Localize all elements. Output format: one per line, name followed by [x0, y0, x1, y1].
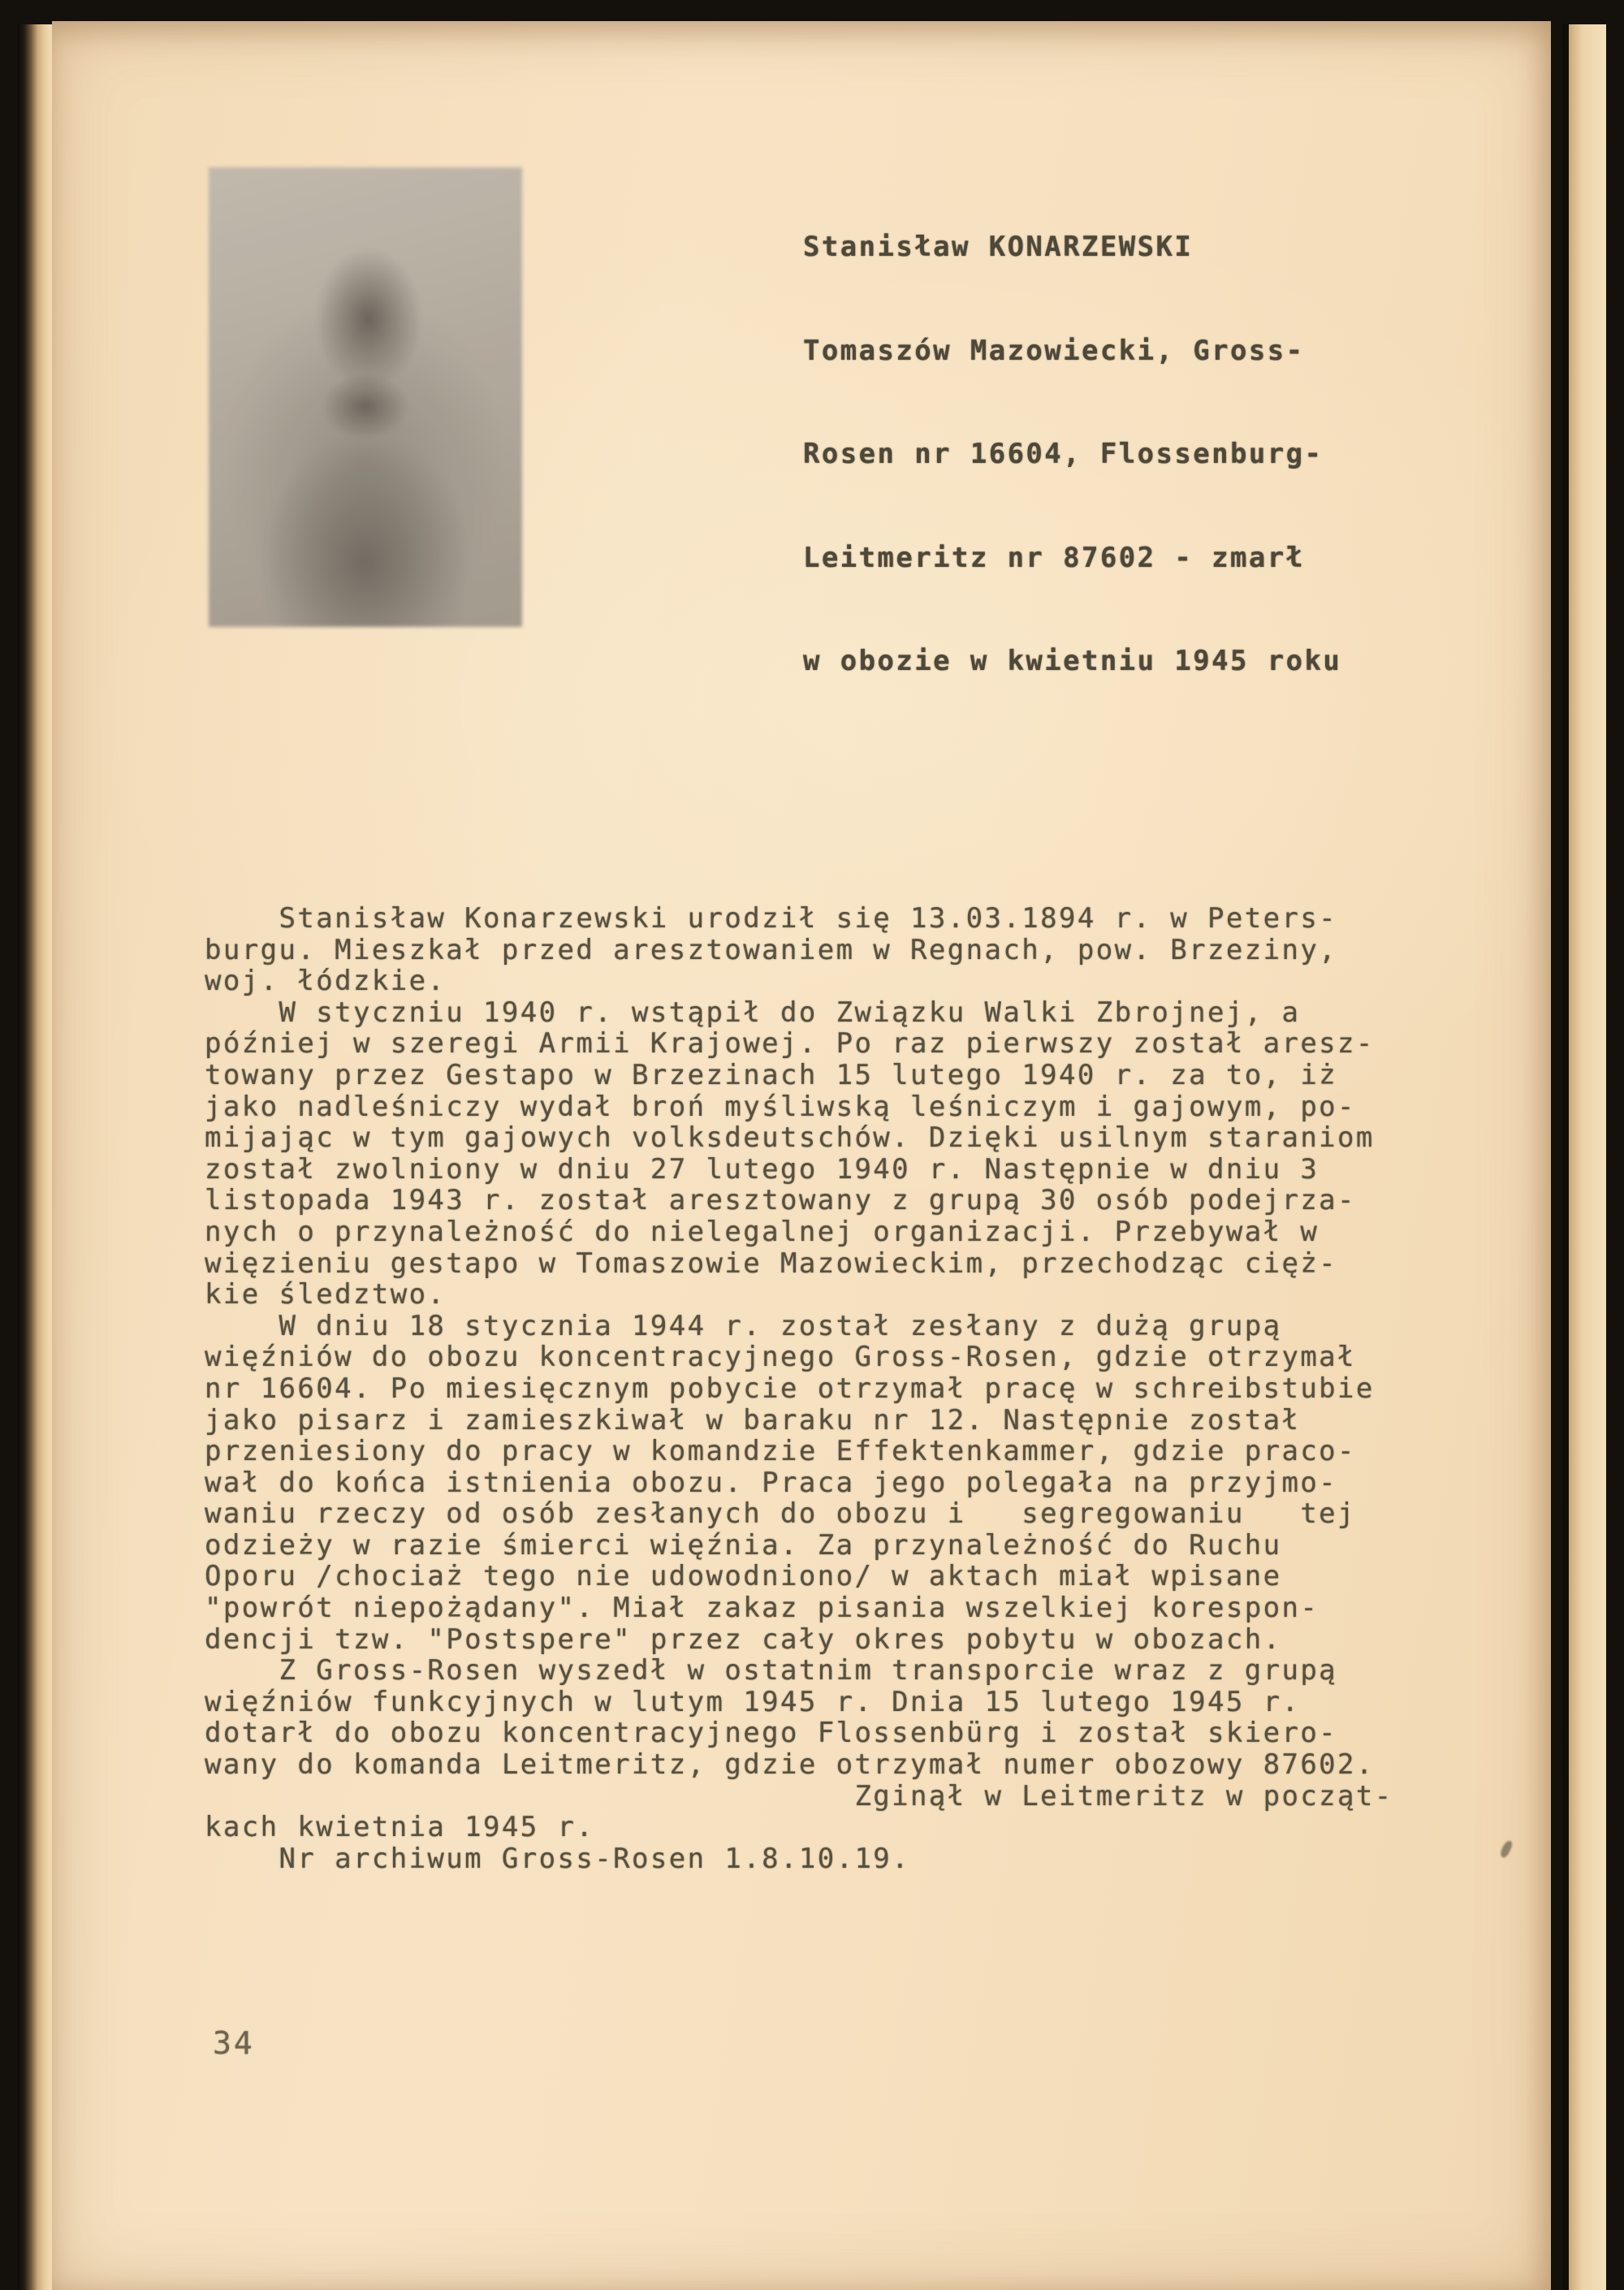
body-line: odzieży w razie śmierci więźnia. Za przynależność do Ruchu [205, 1528, 1282, 1562]
document-page [52, 21, 1551, 2290]
body-line: burgu. Mieszkał przed aresztowaniem w Regnach, pow. Brzeziny, [205, 933, 1338, 966]
page-stack-edge [18, 24, 54, 2290]
body-line: więźniów funkcyjnych w lutym 1945 r. Dnia 15 lutego 1945 r. [205, 1685, 1301, 1718]
body-line: Stanisław Konarzewski urodził się 13.03.1894 r. w Peters- [205, 902, 1338, 935]
body-line: towany przez Gestapo w Brzezinach 15 lutego 1940 r. za to, iż [205, 1058, 1338, 1091]
body-line: Zginął w Leitmeritz w począt- [205, 1779, 1393, 1813]
body-line: wany do komanda Leitmeritz, gdzie otrzymał numer obozowy 87602. [205, 1748, 1375, 1782]
body-line: Nr archiwum Gross-Rosen 1.8.10.19. [205, 1842, 911, 1875]
header-line: Rosen nr 16604, Flossenburg- [803, 438, 1324, 470]
body-line: nr 16604. Po miesięcznym pobycie otrzymał pracę w schreibstubie [205, 1372, 1375, 1405]
body-paragraph [205, 997, 1455, 1311]
header-line: Tomaszów Mazowiecki, Gross- [803, 334, 1305, 367]
body-line: więzieniu gestapo w Tomaszowie Mazowieckim, przechodząc cięż- [205, 1247, 1338, 1280]
body-line: dencji tzw. "Postspere" przez cały okres pobytu w obozach. [205, 1622, 1282, 1656]
body-line: wał do końca istnienia obozu. Praca jego polegała na przyjmo- [205, 1466, 1338, 1499]
header-line: w obozie w kwietniu 1945 roku [803, 645, 1342, 677]
prisoner-portrait-photo [209, 167, 522, 627]
body-line: listopada 1943 r. został aresztowany z grupą 30 osób podejrza- [205, 1184, 1356, 1217]
body-line: kach kwietnia 1945 r. [205, 1811, 595, 1844]
prisoner-header-block [803, 161, 1341, 748]
adjacent-page-edge [1562, 24, 1606, 2290]
body-line: więźniów do obozu koncentracyjnego Gross-Rosen, gdzie otrzymał [205, 1341, 1356, 1374]
body-paragraph [205, 1311, 1455, 1656]
body-line: Oporu /chociaż tego nie udowodniono/ w aktach miał wpisane [205, 1560, 1282, 1593]
body-line: Z Gross-Rosen wyszedł w ostatnim transporcie wraz z grupą [205, 1654, 1338, 1687]
body-line: nych o przynależność do nielegalnej organizacji. Przebywał w [205, 1215, 1320, 1248]
body-line: "powrót niepożądany". Miał zakaz pisania wszelkiej korespon- [205, 1592, 1320, 1625]
body-line: jako pisarz i zamieszkiwał w baraku nr 12. Następnie został [205, 1403, 1301, 1437]
body-line: W dniu 18 stycznia 1944 r. został zesłany z dużą grupą [205, 1309, 1282, 1342]
body-paragraph [205, 1655, 1455, 1874]
page-number: 34 [213, 2025, 255, 2061]
body-line: kie śledztwo. [205, 1278, 447, 1311]
body-paragraph [205, 903, 1455, 997]
body-line: przeniesiony do pracy w komandzie Effektenkammer, gdzie praco- [205, 1435, 1356, 1468]
body-line: został zwolniony w dniu 27 lutego 1940 r. Następnie w dniu 3 [205, 1152, 1320, 1186]
body-line: woj. łódzkie. [205, 965, 447, 998]
header-line: Leitmeritz nr 87602 - zmarł [803, 541, 1305, 574]
prisoner-name: Stanisław KONARZEWSKI [803, 231, 1194, 263]
body-text [205, 903, 1455, 1874]
body-line: później w szeregi Armii Krajowej. Po raz pierwszy został aresz- [205, 1027, 1375, 1061]
body-line: waniu rzeczy od osób zesłanych do obozu i segregowaniu tej [205, 1497, 1356, 1531]
body-line: jako nadleśniczy wydał broń myśliwską leśniczym i gajowym, po- [205, 1090, 1356, 1123]
body-line: mijając w tym gajowych volksdeutschów. Dzięki usilnym staraniom [205, 1121, 1375, 1155]
body-line: dotarł do obozu koncentracyjnego Flossenbürg i został skiero- [205, 1717, 1338, 1750]
scan-artifact-mark [1499, 1839, 1514, 1859]
body-line: W styczniu 1940 r. wstąpił do Związku Walki Zbrojnej, a [205, 996, 1301, 1029]
